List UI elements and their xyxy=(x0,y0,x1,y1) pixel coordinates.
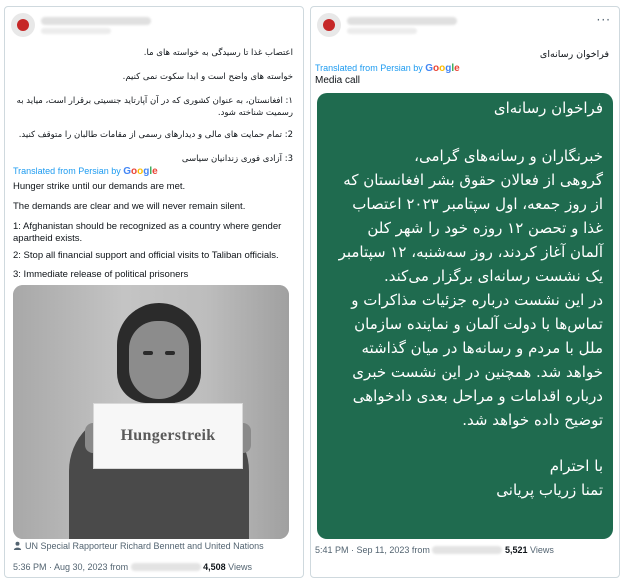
media-call-image[interactable] xyxy=(317,93,613,539)
caption-text: UN Special Rapporteur Richard Bennett and United Nations xyxy=(25,541,264,551)
person-icon xyxy=(13,541,22,550)
tweet-meta-left xyxy=(13,562,252,572)
tweet-meta-right xyxy=(315,545,554,555)
image-line-9: در این نشست درباره جزئیات مذاکرات و xyxy=(351,291,603,309)
image-line-16: با احترام xyxy=(549,457,603,475)
blurred-source xyxy=(131,563,201,571)
translated-label: Translated from Persian by xyxy=(13,166,121,176)
image-line-8: یک نشست رسانه‌ای برگزار می‌کند. xyxy=(384,267,603,285)
avatar[interactable] xyxy=(11,13,35,37)
timestamp[interactable]: 5:41 PM · Sep 11, 2023 from xyxy=(315,545,430,555)
persian-title: فراخوان رسانه‌ای xyxy=(539,49,609,60)
persian-line-4: رسمیت شناخته شود. xyxy=(217,108,293,118)
photo-person-face xyxy=(129,321,189,399)
avatar[interactable] xyxy=(317,13,341,37)
views-count: 5,521 xyxy=(504,545,528,555)
translated-label: Translated from Persian by xyxy=(315,63,423,73)
image-line-14: توضیح داده خواهد شد. xyxy=(462,411,603,429)
persian-line-6: 3: آزادی فوری زندانیان سیاسی xyxy=(181,154,293,164)
english-line-3: 1: Afghanistan should be recognized as a country where gender xyxy=(13,221,282,232)
photo-person-eye-right xyxy=(165,351,175,355)
image-line-4: گروهی از فعالان حقوق بشر افغانستان که xyxy=(343,171,603,189)
views-count: 4,508 xyxy=(203,562,226,572)
tagged-people-caption[interactable] xyxy=(13,541,264,551)
tweet-photo[interactable] xyxy=(13,285,289,539)
persian-line-5: 2: تمام حمایت های مالی و دیدارهای رسمی از مقامات طالبان را متوقف کنید. xyxy=(18,130,293,140)
tweet-header xyxy=(11,13,297,39)
tweet-card-right[interactable] xyxy=(310,6,620,578)
views-label: Views xyxy=(228,562,253,572)
hunger-strike-sign xyxy=(93,403,243,469)
persian-line-1: اعتصاب غذا تا رسیدگی به خواسته های ما. xyxy=(143,48,293,58)
image-line-6: غذا و تحصن ۱۲ روزه خود را شهر کلن xyxy=(367,219,603,237)
english-line-2: The demands are clear and we will never remain silent. xyxy=(13,201,246,212)
persian-line-3: ۱: افغانستان، به عنوان کشوری که در آن آپارتاید جنسیتی برقرار است، میاید به xyxy=(16,96,293,106)
tweet-header xyxy=(317,13,613,39)
views-label: Views xyxy=(529,545,554,555)
photo-person-eye-left xyxy=(143,351,153,355)
english-line-4: apartheid exists. xyxy=(13,233,83,244)
english-line-6: 3: Immediate release of political prisoners xyxy=(13,269,189,280)
tweet-card-left[interactable] xyxy=(4,6,304,578)
image-line-5: از روز جمعه، اول سپتامبر ۲۰۲۳ اعتصاب xyxy=(352,195,603,213)
english-line-1: Hunger strike until our demands are met. xyxy=(13,181,186,192)
blurred-source xyxy=(432,546,502,554)
english-title: Media call xyxy=(315,75,361,86)
image-line-13: درباره اقدامات و مراحل بعدی دادخواهی xyxy=(352,387,603,405)
sign-text: Hungerstreik xyxy=(120,427,216,444)
image-line-7: آلمان آغاز کردند، روز سه‌شنبه، ۱۲ سپتامبر xyxy=(338,243,603,261)
translated-from-persian-link[interactable] xyxy=(13,166,158,177)
more-options-icon[interactable]: ··· xyxy=(596,13,611,27)
image-line-11: ملل با مردم و رسانه‌ها در میان گذاشته xyxy=(361,339,603,357)
image-line-12: خواهد شد. همچنین در این نشست خبری xyxy=(352,363,603,381)
google-logo: Google xyxy=(123,166,158,177)
translated-from-persian-link[interactable] xyxy=(315,63,460,74)
blurred-handle xyxy=(41,28,111,34)
blurred-handle xyxy=(347,28,417,34)
timestamp[interactable]: 5:36 PM · Aug 30, 2023 from xyxy=(13,562,129,572)
google-logo: Google xyxy=(425,63,460,74)
english-line-5: 2: Stop all financial support and official visits to Taliban officials. xyxy=(13,250,279,261)
persian-line-2: خواسته های واضح است و ابدا سکوت نمی کنیم. xyxy=(122,72,293,82)
image-line-10: تماس‌ها با دولت آلمان و نماینده سازمان xyxy=(354,315,603,333)
image-line-17: تمنا زریاب پریانی xyxy=(496,481,603,499)
blurred-display-name xyxy=(41,17,151,25)
image-line-1: فراخوان رسانه‌ای xyxy=(493,99,603,117)
image-line-3: خبرنگاران و رسانه‌های گرامی، xyxy=(414,147,603,165)
blurred-display-name xyxy=(347,17,457,25)
